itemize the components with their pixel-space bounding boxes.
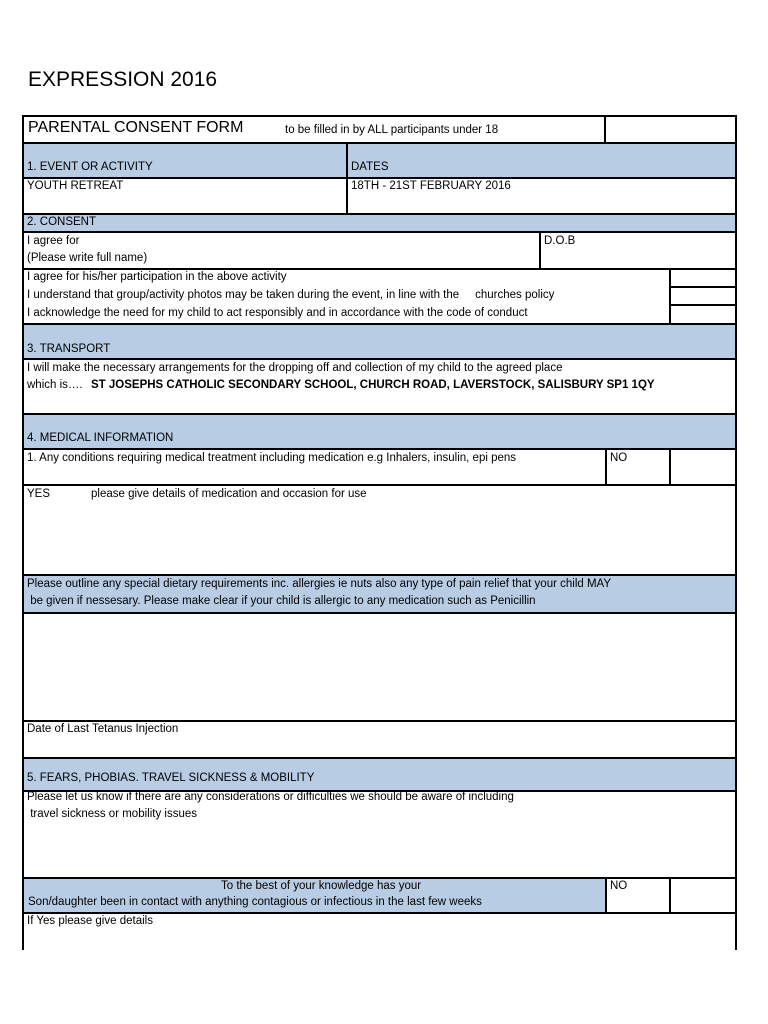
form-title: PARENTAL CONSENT FORM	[28, 119, 244, 136]
event-dates-value: 18TH - 21ST FEBRUARY 2016	[351, 180, 511, 192]
contact-if-yes-label: If Yes please give details	[27, 915, 153, 927]
fears-line-1: Please let us know if there are any considerations or difficulties we should be aware of including	[27, 791, 514, 803]
transport-arrangements: I will make the necessary arrangements for the dropping off and collection of my child to the agreed place	[27, 362, 563, 374]
event-section-heading: 1. EVENT OR ACTIVITY	[27, 161, 153, 173]
transport-header-bg	[22, 324, 737, 359]
medical-conditions-question: 1. Any conditions requiring medical treatment including medication e.g Inhalers, insulin, epi pens	[27, 452, 517, 464]
dates-label: DATES	[351, 161, 389, 173]
contact-no-label: NO	[610, 880, 628, 892]
medical-yes-label: YES	[27, 488, 51, 500]
tetanus-label: Date of Last Tetanus Injection	[27, 723, 179, 735]
consent-section-heading: 2. CONSENT	[27, 216, 97, 228]
medical-section-heading: 4. MEDICAL INFORMATION	[27, 432, 174, 444]
form-subtitle: to be filled in by ALL participants under 18	[285, 124, 499, 136]
fears-line-2: travel sickness or mobility issues	[27, 808, 197, 820]
agree-for-label: I agree for	[27, 235, 80, 247]
transport-which-is: which is….	[27, 379, 83, 391]
contact-question-line-2: Son/daughter been in contact with anything contagious or infectious in the last few weeks	[28, 896, 482, 908]
contact-question-line-1: To the best of your knowledge has your	[221, 880, 422, 892]
dietary-line-2: be given if nessesary. Please make clear if your child is allergic to any medication such as Penicillin	[27, 595, 536, 607]
transport-location: ST JOSEPHS CATHOLIC SECONDARY SCHOOL, CHURCH ROAD, LAVERSTOCK, SALISBURY SP1 1QY	[91, 379, 655, 391]
transport-section-heading: 3. TRANSPORT	[27, 343, 111, 355]
consent-line-participation: I agree for his/her participation in the above activity	[27, 271, 287, 283]
consent-line-conduct: I acknowledge the need for my child to act responsibly and in accordance with the code of conduct	[27, 307, 528, 319]
document-title: EXPRESSION 2016	[28, 68, 218, 91]
form-table	[22, 115, 737, 950]
event-activity-value: YOUTH RETREAT	[27, 180, 124, 192]
consent-line-photos: I understand that group/activity photos may be taken during the event, in line with the churches policy	[27, 289, 555, 301]
dob-label: D.O.B	[544, 235, 576, 247]
consent-header-bg	[22, 214, 737, 232]
fears-section-heading: 5. FEARS, PHOBIAS. TRAVEL SICKNESS & MOBILITY	[27, 772, 315, 784]
medical-yes-details: please give details of medication and occasion for use	[91, 488, 367, 500]
full-name-hint: (Please write full name)	[27, 252, 148, 264]
medical-no-label: NO	[610, 452, 628, 464]
dietary-line-1: Please outline any special dietary requirements inc. allergies ie nuts also any type of pain relief that your child MAY	[27, 578, 612, 590]
